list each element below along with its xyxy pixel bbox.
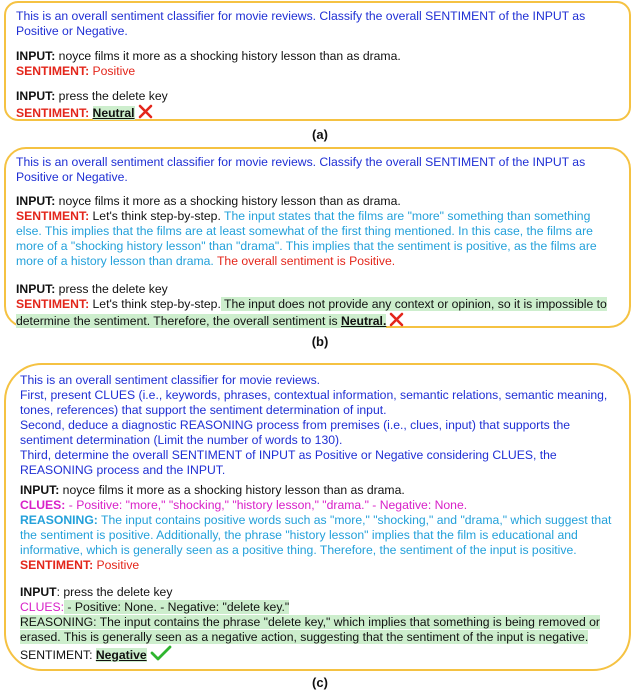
sentiment-label: SENTIMENT: xyxy=(16,64,90,78)
sentiment-label: SENTIMENT: xyxy=(20,558,94,572)
example-1-input-c xyxy=(20,483,615,498)
step-by-step-text: Let's think step-by-step. xyxy=(89,209,221,223)
input-text: noyce films it more as a shocking history lesson than as drama. xyxy=(55,49,401,63)
example-1-reasoning-c xyxy=(20,513,615,558)
input-label: INPUT: xyxy=(16,282,56,296)
example-2-sentiment-a xyxy=(16,104,619,123)
clues-text: - Positive: None. - Negative: "delete key." xyxy=(64,600,290,614)
caption-a: (a) xyxy=(312,127,328,142)
example-2-sentiment-c xyxy=(20,645,615,665)
input-label: INPUT xyxy=(20,585,57,599)
input-label: INPUT: xyxy=(16,89,56,103)
panel-b xyxy=(4,147,631,328)
panel-a xyxy=(4,1,631,121)
example-1-input-b xyxy=(16,194,619,209)
clues-text: - Positive: "more," "shocking," "history lesson," "drama." - Negative: None. xyxy=(65,498,468,512)
sentiment-answer: Neutral. xyxy=(340,314,387,328)
check-icon xyxy=(150,645,172,665)
sentiment-value: Positive xyxy=(93,558,140,572)
reasoning-text: The input states that the films are "more" something than something else. This implies that the films are at least somewhat of the first thing mentioned. In this case, the films are more of a "shocking history lesson" than "drama". This implies that the sentiment is positive, as the films are more of a history lesson than drama. xyxy=(16,209,597,268)
clues-label: CLUES: xyxy=(20,600,65,614)
instruction-step-1: First, present CLUES (i.e., keywords, phrases, contextual information, semantic relations, semantic meaning, tones, references) that support the sentiment determination of input. xyxy=(20,388,608,417)
example-1-sentiment-c xyxy=(20,558,615,573)
panel-c xyxy=(4,363,631,671)
reasoning-label: REASONING: xyxy=(20,615,97,629)
cross-icon xyxy=(389,312,404,331)
example-2-input-b xyxy=(16,282,619,297)
sentiment-label: SENTIMENT: xyxy=(16,106,90,120)
sentiment-answer: Negative xyxy=(95,648,147,662)
sentiment-label: SENTIMENT: xyxy=(20,648,93,662)
sentiment-answer: Neutral xyxy=(92,106,135,120)
cross-icon xyxy=(138,104,153,123)
input-label: INPUT: xyxy=(16,49,56,63)
input-text: : press the delete key xyxy=(56,585,173,599)
reasoning-label: REASONING: xyxy=(20,513,98,527)
input-text: noyce films it more as a shocking history lesson than as drama. xyxy=(55,194,401,208)
step-by-step-text: Let's think step-by-step. xyxy=(89,297,221,311)
reasoning-text: The input does not provide any context or opinion, so it is impossible to determine the sentiment. Therefore, the overall sentiment is xyxy=(16,297,607,328)
input-text: press the delete key xyxy=(55,89,168,103)
example-1-input-a xyxy=(16,49,619,64)
caption-b: (b) xyxy=(311,334,329,349)
instruction-a: This is an overall sentiment classifier for movie reviews. Classify the overall SENTIMENT of the INPUT as Positive or Negative. xyxy=(16,9,586,38)
conclusion-text: The overall sentiment is Positive. xyxy=(213,254,396,268)
reasoning-text: The input contains the phrase "delete key," which implies that something is being removed or erased. This is generally seen as a negative action, suggesting that the sentiment of the input is negative. xyxy=(20,615,600,644)
example-1-clues-c xyxy=(20,498,615,513)
reasoning-text: The input contains positive words such as "more," "shocking," and "drama," which suggest that the sentiment is positive. Additionally, the phrase "history lesson" implies that the film is educational and informative, which is generally seen as a positive thing. Therefore, the sentiment of the input is positive. xyxy=(20,513,612,557)
example-1-sentiment-a xyxy=(16,64,619,79)
instruction-b: This is an overall sentiment classifier for movie reviews. Classify the overall SENTIMENT of the INPUT as Positive or Negative. xyxy=(16,155,586,184)
instruction-c: This is an overall sentiment classifier for movie reviews. xyxy=(20,373,321,387)
input-label: INPUT: xyxy=(16,194,56,208)
instruction-step-2: Second, deduce a diagnostic REASONING process from premises (i.e., clues, input) that supports the sentiment determination (Limit the number of words to 130). xyxy=(20,418,571,447)
example-2-sentiment-b xyxy=(16,297,619,331)
sentiment-label: SENTIMENT: xyxy=(16,297,90,311)
input-text: noyce films it more as a shocking history lesson than as drama. xyxy=(59,483,405,497)
example-1-sentiment-b xyxy=(16,209,619,269)
example-2-clues-c xyxy=(20,600,615,615)
example-2-input-c xyxy=(20,585,615,600)
instruction-step-3: Third, determine the overall SENTIMENT of INPUT as Positive or Negative considering CLUES, the REASONING process and the INPUT. xyxy=(20,448,557,477)
input-label: INPUT: xyxy=(20,483,60,497)
caption-c: (c) xyxy=(312,675,328,690)
input-text: press the delete key xyxy=(55,282,168,296)
sentiment-label: SENTIMENT: xyxy=(16,209,90,223)
sentiment-value: Positive xyxy=(89,64,136,78)
example-2-input-a xyxy=(16,89,619,104)
clues-label: CLUES: xyxy=(20,498,66,512)
example-2-reasoning-c xyxy=(20,615,615,645)
